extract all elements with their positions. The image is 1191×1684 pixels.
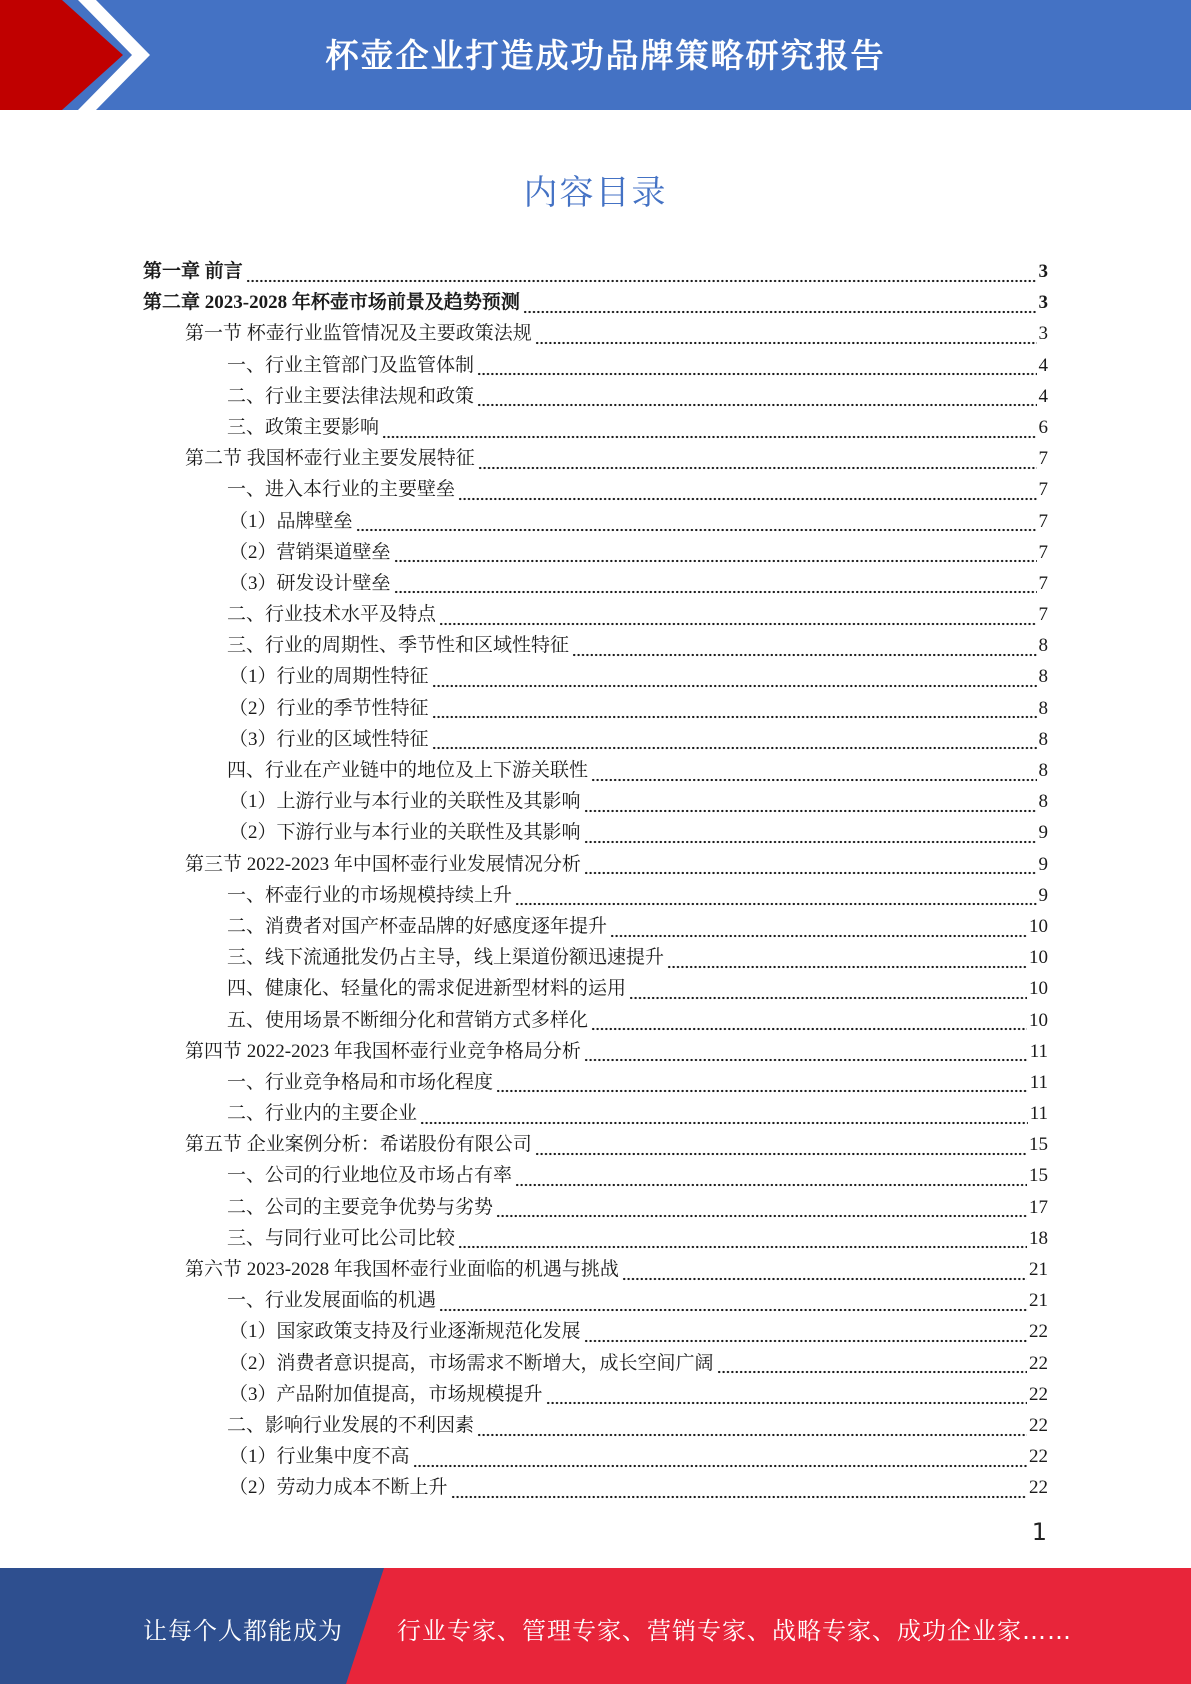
toc-entry-page-number: 21 <box>1029 1290 1048 1312</box>
toc-dot-leader <box>432 715 1037 719</box>
toc-entry-title: 三、政策主要影响 <box>227 416 380 438</box>
toc-entry-title: 三、行业的周期性、季节性和区域性特征 <box>227 635 570 657</box>
toc-entry[interactable] <box>143 506 1048 537</box>
toc-entry[interactable] <box>143 724 1048 755</box>
toc-entry-page-number: 11 <box>1029 1103 1048 1125</box>
toc-entry[interactable] <box>143 381 1048 412</box>
toc-entry[interactable] <box>143 911 1048 942</box>
toc-dot-leader <box>458 1245 1027 1249</box>
toc-entry-title: 二、公司的主要竞争优势与劣势 <box>227 1196 494 1218</box>
toc-entry-page-number: 10 <box>1029 915 1048 937</box>
toc-entry-page-number: 8 <box>1038 728 1048 750</box>
toc-entry[interactable] <box>143 630 1048 661</box>
toc-entry[interactable] <box>143 256 1048 287</box>
toc-entry[interactable] <box>143 786 1048 817</box>
toc-entry-page-number: 21 <box>1029 1259 1048 1280</box>
toc-entry-page-number: 7 <box>1038 604 1048 626</box>
toc-entry-title: （3）研发设计壁垒 <box>229 572 391 594</box>
toc-entry-title: 一、行业竞争格局和市场化程度 <box>227 1071 494 1093</box>
toc-entry-title: 二、消费者对国产杯壶品牌的好感度逐年提升 <box>227 915 608 937</box>
toc-entry[interactable] <box>143 1192 1048 1223</box>
toc-dot-leader <box>515 902 1036 906</box>
toc-entry[interactable] <box>143 849 1048 880</box>
toc-dot-leader <box>535 341 1037 345</box>
toc-entry-page-number: 4 <box>1038 354 1048 376</box>
toc-entry-page-number: 18 <box>1029 1227 1048 1249</box>
toc-entry[interactable] <box>143 661 1048 692</box>
toc-entry-title: 第四节 2022-2023 年我国杯壶行业竞争格局分析 <box>185 1040 581 1062</box>
toc-entry-title: 二、行业主要法律法规和政策 <box>227 385 475 407</box>
toc-entry-page-number: 8 <box>1038 697 1048 719</box>
toc-entry-title: （2）消费者意识提高，市场需求不断增大，成长空间广阔 <box>229 1352 714 1374</box>
toc-entry[interactable] <box>143 318 1048 349</box>
toc-dot-leader <box>667 965 1027 969</box>
toc-dot-leader <box>413 1464 1027 1468</box>
toc-dot-leader <box>394 559 1037 563</box>
toc-entry[interactable] <box>143 1472 1048 1503</box>
toc-entry-page-number: 7 <box>1038 510 1048 532</box>
toc-entry[interactable] <box>143 1254 1048 1285</box>
toc-entry-title: 一、行业主管部门及监管体制 <box>227 354 475 376</box>
toc-dot-leader <box>584 1058 1028 1062</box>
toc-entry-page-number: 10 <box>1029 1009 1048 1031</box>
toc-entry-title: 三、与同行业可比公司比较 <box>227 1227 456 1249</box>
toc-dot-leader <box>478 466 1037 470</box>
toc-dot-leader <box>717 1370 1027 1374</box>
toc-entry[interactable] <box>143 599 1048 630</box>
toc-entry-page-number: 22 <box>1029 1321 1048 1343</box>
toc-entry[interactable] <box>143 1036 1048 1067</box>
toc-entry[interactable] <box>143 1410 1048 1441</box>
toc-dot-leader <box>477 403 1036 407</box>
toc-entry-page-number: 7 <box>1038 541 1048 563</box>
toc-entry-title: （1）行业的周期性特征 <box>229 666 429 688</box>
toc-dot-leader <box>584 840 1037 844</box>
toc-entry[interactable] <box>143 973 1048 1004</box>
toc-entry-page-number: 9 <box>1038 884 1048 906</box>
toc-entry-title: 第三节 2022-2023 年中国杯壶行业发展情况分析 <box>185 853 581 875</box>
toc-entry-page-number: 22 <box>1029 1414 1048 1436</box>
toc-entry-page-number: 4 <box>1038 385 1048 407</box>
toc-entry-title: 五、使用场景不断细分化和营销方式多样化 <box>227 1009 589 1031</box>
toc-dot-leader <box>496 1089 1028 1093</box>
toc-entry[interactable] <box>143 412 1048 443</box>
page-header-banner <box>0 0 1191 110</box>
toc-entry[interactable] <box>143 880 1048 911</box>
toc-entry-title: 第五节 企业案例分析：希诺股份有限公司 <box>185 1134 532 1156</box>
toc-entry-title: 四、健康化、轻量化的需求促进新型材料的运用 <box>227 978 627 1000</box>
toc-entry-title: 第六节 2023-2028 年我国杯壶行业面临的机遇与挑战 <box>185 1259 619 1280</box>
toc-dot-leader <box>535 1152 1027 1156</box>
toc-dot-leader <box>584 871 1037 875</box>
toc-entry-title: （1）国家政策支持及行业逐渐规范化发展 <box>229 1321 581 1343</box>
toc-dot-leader <box>439 1308 1027 1312</box>
toc-dot-leader <box>622 1277 1027 1281</box>
toc-entry-title: 二、行业内的主要企业 <box>227 1103 418 1125</box>
toc-entry-page-number: 11 <box>1029 1040 1048 1062</box>
toc-entry-page-number: 3 <box>1038 292 1048 314</box>
toc-entry-page-number: 7 <box>1038 572 1048 594</box>
toc-entry-page-number: 10 <box>1029 978 1048 1000</box>
toc-entry-title: 第一节 杯壶行业监管情况及主要政策法规 <box>185 323 532 345</box>
toc-entry-title: 三、线下流通批发仍占主导，线上渠道份额迅速提升 <box>227 947 665 969</box>
toc-entry[interactable] <box>143 1160 1048 1191</box>
toc-dot-leader <box>477 1433 1027 1437</box>
toc-entry[interactable] <box>143 537 1048 568</box>
toc-heading: 内容目录 <box>523 173 668 213</box>
toc-dot-leader <box>439 622 1036 626</box>
toc-entry-page-number: 10 <box>1029 947 1048 969</box>
toc-dot-leader <box>546 1401 1027 1405</box>
toc-dot-leader <box>523 310 1037 314</box>
toc-entry-title: 第二章 2023-2028 年杯壶市场前景及趋势预测 <box>143 292 520 314</box>
toc-dot-leader <box>246 279 1037 283</box>
toc-entry-title: （2）行业的季节性特征 <box>229 697 429 719</box>
toc-entry-page-number: 22 <box>1029 1352 1048 1374</box>
footer-slogan-right: 行业专家、管理专家、营销专家、战略专家、成功企业家…… <box>397 1617 1072 1645</box>
toc-entry[interactable] <box>143 755 1048 786</box>
toc-dot-leader <box>584 1339 1027 1343</box>
toc-entry[interactable] <box>143 287 1048 318</box>
page-footer-banner <box>0 1568 1191 1684</box>
toc-entry[interactable] <box>143 1379 1048 1410</box>
toc-entry-page-number: 7 <box>1038 448 1048 470</box>
toc-entry[interactable] <box>143 474 1048 505</box>
toc-entry-page-number: 3 <box>1038 261 1048 282</box>
toc-entry[interactable] <box>143 1005 1048 1036</box>
toc-entry-title: 二、行业技术水平及特点 <box>227 604 437 626</box>
toc-entry-title: 一、公司的行业地位及市场占有率 <box>227 1165 513 1187</box>
toc-entry-title: 一、行业发展面临的机遇 <box>227 1290 437 1312</box>
toc-entry-page-number: 11 <box>1029 1071 1048 1093</box>
toc-entry-page-number: 22 <box>1029 1477 1048 1499</box>
toc-entry[interactable] <box>143 443 1048 474</box>
toc-dot-leader <box>451 1495 1027 1499</box>
toc-entry-title: （3）产品附加值提高，市场规模提升 <box>229 1383 543 1405</box>
toc-dot-leader <box>496 1214 1027 1218</box>
toc-entry-title: （1）品牌壁垒 <box>229 510 353 532</box>
toc-entry-page-number: 15 <box>1029 1134 1048 1156</box>
toc-entry-title: 第一章 前言 <box>143 261 243 282</box>
toc-entry-page-number: 8 <box>1038 635 1048 657</box>
toc-entry[interactable] <box>143 1348 1048 1379</box>
toc-entry[interactable] <box>143 350 1048 381</box>
toc-entry[interactable] <box>143 1067 1048 1098</box>
toc-entry[interactable] <box>143 1441 1048 1472</box>
toc-entry-page-number: 3 <box>1038 323 1048 345</box>
toc-entry-title: 二、影响行业发展的不利因素 <box>227 1414 475 1436</box>
toc-dot-leader <box>591 778 1036 782</box>
toc-entry-page-number: 7 <box>1038 479 1048 501</box>
toc-entry-title: （3）行业的区域性特征 <box>229 728 429 750</box>
toc-entry-page-number: 22 <box>1029 1446 1048 1468</box>
toc-entry-page-number: 8 <box>1038 791 1048 813</box>
toc-dot-leader <box>584 809 1037 813</box>
toc-dot-leader <box>610 934 1027 938</box>
report-title: 杯壶企业打造成功品牌策略研究报告 <box>325 36 886 75</box>
toc-entry[interactable] <box>143 817 1048 848</box>
toc-dot-leader <box>458 497 1036 501</box>
toc-entry[interactable] <box>143 1129 1048 1160</box>
toc-entry-title: （2）下游行业与本行业的关联性及其影响 <box>229 822 581 844</box>
toc-entry-title: （2）营销渠道壁垒 <box>229 541 391 563</box>
toc-dot-leader <box>629 996 1027 1000</box>
toc-entry-page-number: 9 <box>1038 853 1048 875</box>
toc-dot-leader <box>515 1183 1027 1187</box>
toc-entry-page-number: 8 <box>1038 760 1048 781</box>
page-number: 1 <box>1031 1518 1047 1546</box>
toc-entry-title: 四、行业在产业链中的地位及上下游关联性 <box>227 760 589 781</box>
toc-dot-leader <box>477 372 1036 376</box>
toc-entry-title: 一、杯壶行业的市场规模持续上升 <box>227 884 513 906</box>
toc-entry-title: （1）行业集中度不高 <box>229 1446 410 1468</box>
toc-entry-page-number: 8 <box>1038 666 1048 688</box>
toc-entry[interactable] <box>143 1316 1048 1347</box>
toc-entry-title: （2）劳动力成本不断上升 <box>229 1477 448 1499</box>
footer-slogan-left: 让每个人都能成为 <box>143 1617 343 1645</box>
toc-dot-leader <box>394 590 1037 594</box>
toc-entry-page-number: 9 <box>1038 822 1048 844</box>
toc-dot-leader <box>356 528 1037 532</box>
toc-entry[interactable] <box>143 1223 1048 1254</box>
toc-dot-leader <box>591 1027 1027 1031</box>
toc-entry-title: 第二节 我国杯壶行业主要发展特征 <box>185 448 475 470</box>
toc-entry[interactable] <box>143 693 1048 724</box>
toc-dot-leader <box>432 746 1037 750</box>
toc-dot-leader <box>572 653 1036 657</box>
toc-entry-page-number: 17 <box>1029 1196 1048 1218</box>
toc-entry-page-number: 15 <box>1029 1165 1048 1187</box>
toc-entry[interactable] <box>143 942 1048 973</box>
toc-dot-leader <box>432 684 1037 688</box>
toc-entry-title: 一、进入本行业的主要壁垒 <box>227 479 456 501</box>
toc-dot-leader <box>420 1121 1028 1125</box>
toc-entry[interactable] <box>143 1098 1048 1129</box>
toc-dot-leader <box>382 435 1036 439</box>
table-of-contents <box>143 256 1048 1504</box>
toc-entry[interactable] <box>143 568 1048 599</box>
toc-entry-page-number: 22 <box>1029 1383 1048 1405</box>
toc-entry[interactable] <box>143 1285 1048 1316</box>
toc-entry-page-number: 6 <box>1038 416 1048 438</box>
toc-entry-title: （1）上游行业与本行业的关联性及其影响 <box>229 791 581 813</box>
